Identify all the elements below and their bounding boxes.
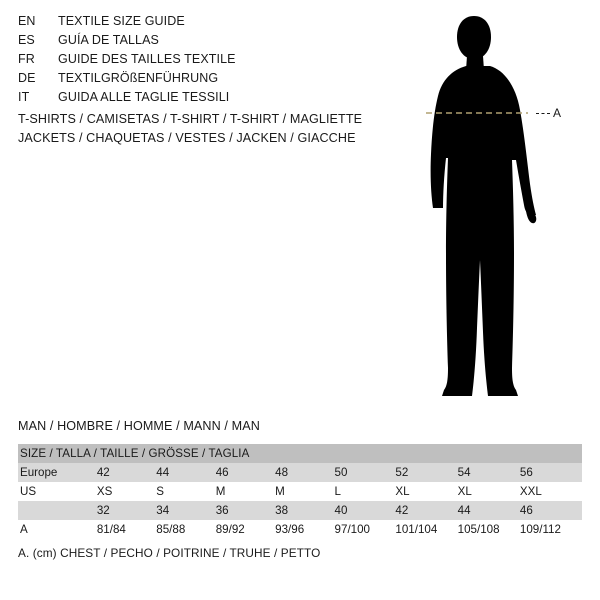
table-header-row [18, 444, 582, 463]
measurement-footnote: A. (cm) CHEST / PECHO / POITRINE / TRUHE / PETTO [18, 546, 321, 560]
row-label: US [18, 482, 97, 501]
table-cell: L [335, 482, 396, 501]
table-row [18, 520, 582, 539]
language-title: TEXTILGRÖßENFÜHRUNG [58, 71, 219, 85]
male-silhouette-illustration [400, 8, 600, 408]
table-cell: 34 [156, 501, 215, 520]
language-code: ES [18, 33, 35, 47]
table-cell: 105/108 [458, 520, 520, 539]
language-title: GUÍA DE TALLAS [58, 33, 159, 47]
language-code: FR [18, 52, 35, 66]
table-cell: 89/92 [216, 520, 275, 539]
language-row [18, 33, 378, 52]
table-cell: XS [97, 482, 156, 501]
table-cell: 48 [275, 463, 334, 482]
row-label [18, 501, 97, 520]
category-tshirts: T-SHIRTS / CAMISETAS / T-SHIRT / T-SHIRT / MAGLIETTE [18, 112, 363, 126]
language-code: IT [18, 90, 30, 104]
row-label: Europe [18, 463, 97, 482]
language-list [18, 14, 378, 109]
table-row [18, 482, 582, 501]
table-cell: 93/96 [275, 520, 334, 539]
table-cell: 50 [335, 463, 396, 482]
table-cell: 81/84 [97, 520, 156, 539]
table-cell: XL [458, 482, 520, 501]
table-cell: 97/100 [335, 520, 396, 539]
table-row [18, 501, 582, 520]
table-cell: XL [395, 482, 457, 501]
size-table [18, 444, 582, 539]
silhouette-svg [400, 8, 600, 408]
table-cell: 56 [520, 463, 582, 482]
table-cell: 54 [458, 463, 520, 482]
language-code: DE [18, 71, 36, 85]
table-cell: 109/112 [520, 520, 582, 539]
table-cell: 52 [395, 463, 457, 482]
language-row [18, 52, 378, 71]
table-cell: S [156, 482, 215, 501]
measure-leader-line [536, 113, 550, 114]
language-title: GUIDE DES TAILLES TEXTILE [58, 52, 236, 66]
language-row [18, 14, 378, 33]
table-cell: 85/88 [156, 520, 215, 539]
table-cell: 44 [156, 463, 215, 482]
table-cell: 40 [335, 501, 396, 520]
table-cell: 46 [520, 501, 582, 520]
table-cell: 101/104 [395, 520, 457, 539]
table-cell: 46 [216, 463, 275, 482]
table-cell: 32 [97, 501, 156, 520]
table-cell: 36 [216, 501, 275, 520]
language-row [18, 90, 378, 109]
language-title: GUIDA ALLE TAGLIE TESSILI [58, 90, 230, 104]
table-cell: XXL [520, 482, 582, 501]
row-label: A [18, 520, 97, 539]
language-code: EN [18, 14, 36, 28]
measure-label-a: A [553, 106, 562, 120]
category-list [18, 110, 362, 148]
table-cell: 42 [395, 501, 457, 520]
table-cell: M [216, 482, 275, 501]
category-jackets: JACKETS / CHAQUETAS / VESTES / JACKEN / GIACCHE [18, 131, 356, 145]
language-row [18, 71, 378, 90]
table-cell: M [275, 482, 334, 501]
language-title: TEXTILE SIZE GUIDE [58, 14, 185, 28]
table-row [18, 463, 582, 482]
table-cell: 44 [458, 501, 520, 520]
section-title-man: MAN / HOMBRE / HOMME / MANN / MAN [18, 419, 260, 433]
table-cell: 38 [275, 501, 334, 520]
table-header-label: SIZE / TALLA / TAILLE / GRÖSSE / TAGLIA [18, 444, 582, 463]
table-cell: 42 [97, 463, 156, 482]
